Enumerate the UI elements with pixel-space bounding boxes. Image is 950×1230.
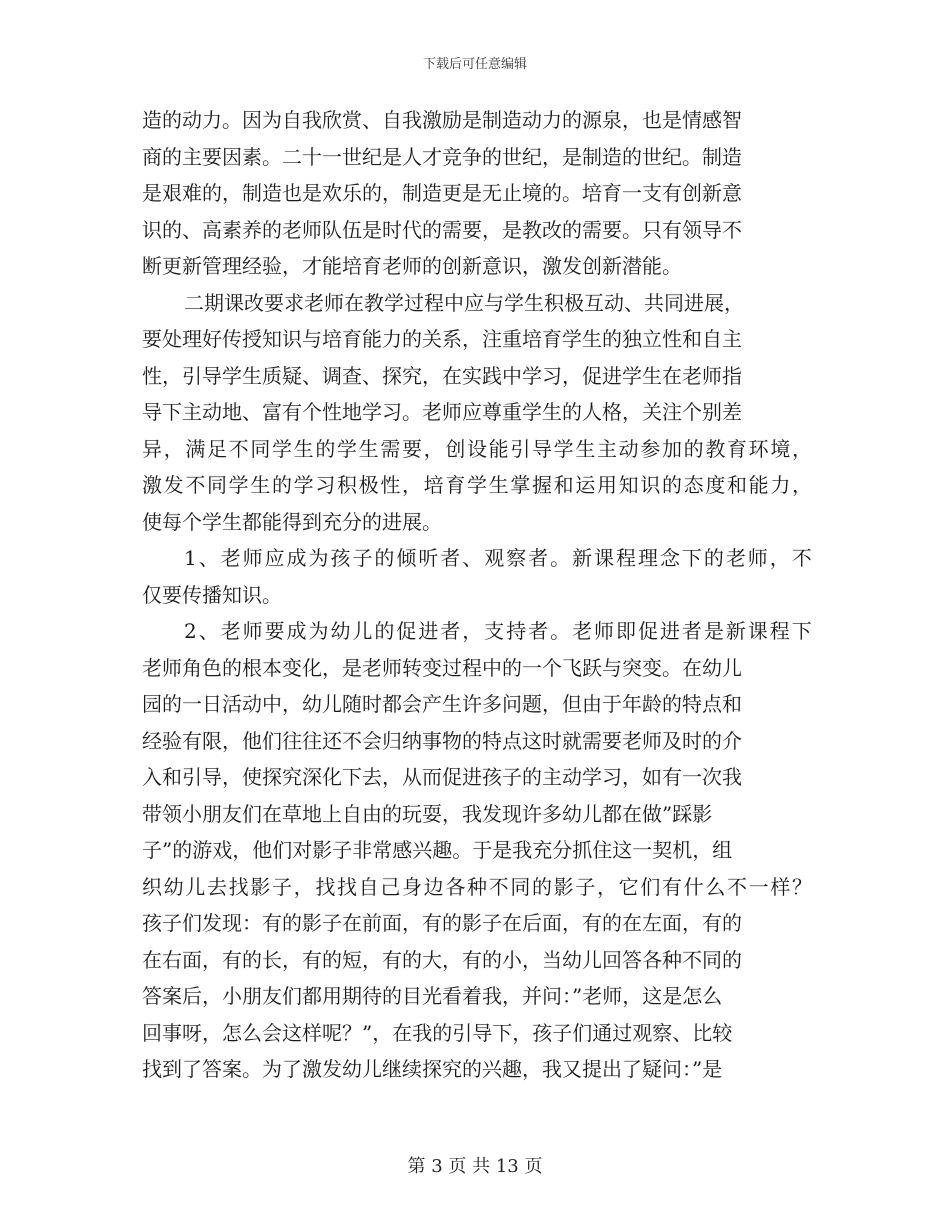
paragraph-first-line: 2、老师要成为幼儿的促进者，支持者。老师即促进者是新课程下 (184, 619, 814, 643)
text-line: 子”的游戏，他们对影子非常感兴趣。于是我充分抓住这一契机，组 (142, 838, 733, 862)
text-line: 在右面，有的长，有的短，有的大，有的小，当幼儿回答各种不同的 (142, 947, 742, 972)
text-line: 仅要传播知识。 (142, 582, 282, 607)
page-header: 下载后可任意编辑 (422, 57, 527, 72)
text-line: 织幼儿去找影子，找找自己身边各种不同的影子，它们有什么不一样？ (142, 874, 814, 899)
paragraph-first-line: 1、老师应成为孩子的倾听者、观察者。新课程理念下的老师，不 (184, 546, 814, 570)
paragraph-first-line: 二期课改要求老师在教学过程中应与学生积极互动、共同进展， (184, 290, 744, 315)
text-line: 性，引导学生质疑、调查、探究，在实践中学习，促进学生在老师指 (142, 363, 742, 388)
text-line: 导下主动地、富有个性地学习。老师应尊重学生的人格，关注个别差 (142, 400, 742, 424)
text-line: 老师角色的根本变化，是老师转变过程中的一个飞跃与突变。在幼儿 (142, 655, 742, 680)
text-line: 激发不同学生的学习积极性，培育学生掌握和运用知识的态度和能力， (142, 473, 814, 497)
text-line: 孩子们发现：有的影子在前面，有的影子在后面，有的在左面，有的 (142, 911, 742, 935)
text-line: 经验有限，他们往往还不会归纳事物的特点这时就需要老师及时的介 (142, 728, 742, 753)
text-line: 找到了答案。为了激发幼儿继续探究的兴趣，我又提出了疑问：”是 (142, 1057, 723, 1081)
text-line: 回事呀，怎么会这样呢？”，在我的引导下，孩子们通过观察、比较 (142, 1020, 733, 1045)
text-line: 园的一日活动中，幼儿随时都会产生许多问题，但由于年龄的特点和 (142, 692, 742, 716)
text-line: 带领小朋友们在草地上自由的玩耍，我发现许多幼儿都在做”踩影 (142, 801, 713, 826)
text-line: 造的动力。因为自我欣赏、自我激励是制造动力的源泉，也是情感智 (142, 108, 742, 132)
text-line: 入和引导，使探究深化下去，从而促进孩子的主动学习，如有一次我 (142, 765, 742, 789)
text-line: 要处理好传授知识与培育能力的关系，注重培育学生的独立性和自主 (142, 327, 742, 351)
text-line: 答案后，小朋友们都用期待的目光看着我，并问：”老师，这是怎么 (142, 984, 723, 1008)
text-line: 是艰难的，制造也是欢乐的，制造更是无止境的。培育一支有创新意 (142, 181, 742, 205)
text-line: 使每个学生都能得到充分的进展。 (142, 509, 442, 534)
text-line: 商的主要因素。二十一世纪是人才竞争的世纪，是制造的世纪。制造 (142, 144, 742, 169)
text-line: 识的、高素养的老师队伍是时代的需要，是教改的需要。只有领导不 (142, 217, 742, 242)
text-line: 断更新管理经验，才能培育老师的创新意识，激发创新潜能。 (142, 254, 682, 278)
page-footer: 第 3 页 共 13 页 (407, 1156, 543, 1177)
text-line: 异，满足不同学生的学生需要，创设能引导学生主动参加的教育环境， (142, 436, 814, 461)
